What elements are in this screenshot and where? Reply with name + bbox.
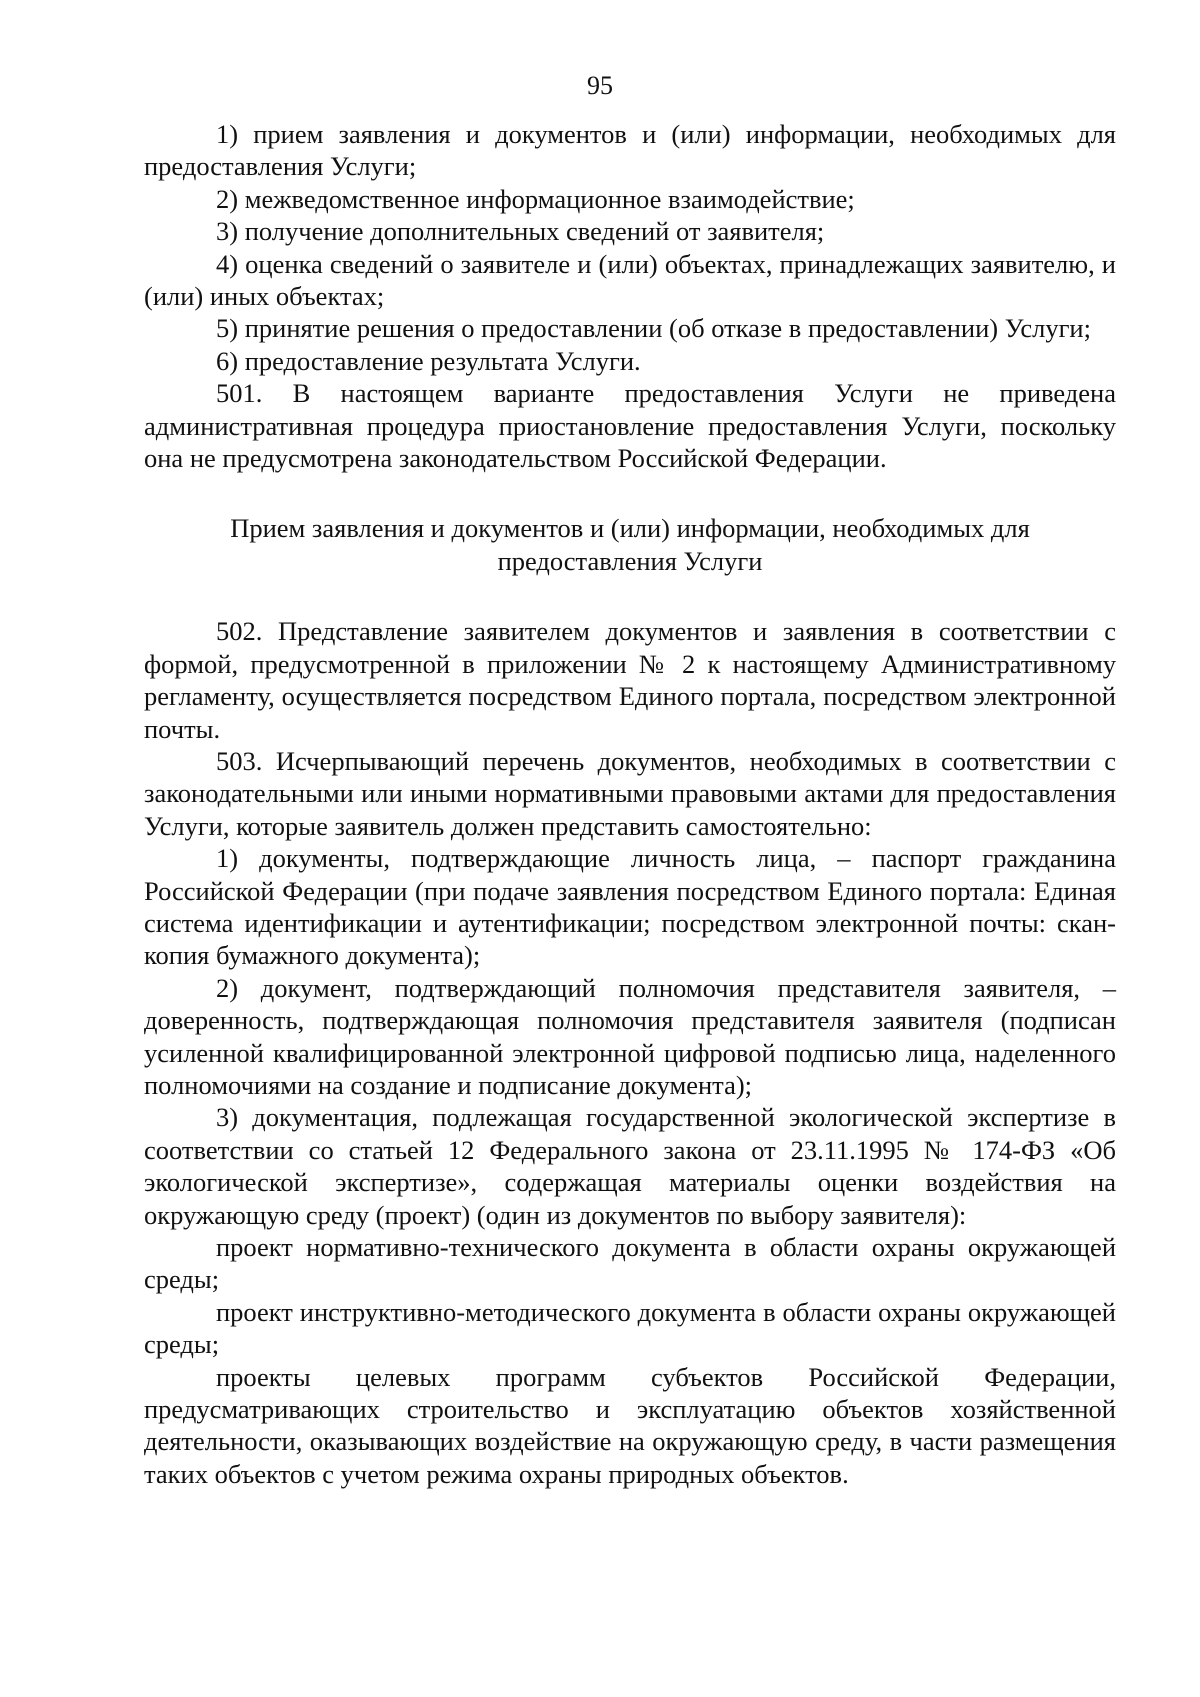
- paragraph-501: 501. В настоящем варианте предоставления Услуги не приведена административная процедура приостановление предоставления Услуги, поскольку она не предусмотрена законодательством Российской Федерации.: [144, 378, 1116, 474]
- list-item: 6) предоставление результата Услуги.: [216, 345, 641, 376]
- paragraph-503: 503. Исчерпывающий перечень документов, необходимых в соответствии с законодательными или иными нормативными правовыми актами для предоставления Услуги, которые заявитель должен представить самостоятельно:: [144, 745, 1116, 841]
- list-item: 4) оценка сведений о заявителе и (или) объектах, принадлежащих заявителю, и (или) иных объектах;: [144, 248, 1116, 312]
- paragraph-502: 502. Представление заявителем документов и заявления в соответствии с формой, предусмотренной в приложении № 2 к настоящему Административному регламенту, осуществляется посредством Единого портала, посредством электронной почты.: [144, 616, 1116, 744]
- page-number: 95: [587, 71, 613, 100]
- list-item: 2) документ, подтверждающий полномочия представителя заявителя, – доверенность, подтверждающая полномочия представителя заявителя (подписан усиленной квалифицированной электронной цифровой подписью лица, наделенного полномочиями на создание и подписание документа);: [144, 972, 1116, 1100]
- list-item: 1) прием заявления и документов и (или) информации, необходимых для предоставления Услуги;: [144, 119, 1116, 182]
- sub-item: проекты целевых программ субъектов Российской Федерации, предусматривающих строительство и эксплуатацию объектов хозяйственной деятельности, оказывающих воздействие на окружающую среду, в части размещения таких объектов с учетом режима охраны природных объектов.: [144, 1361, 1116, 1489]
- list-item: 3) документация, подлежащая государственной экологической экспертизе в соответствии со статьей 12 Федерального закона от 23.11.1995 № 174-ФЗ «Об экологической экспертизе», содержащая материалы оценки воздействия на окружающую среду (проект) (один из документов по выбору заявителя):: [144, 1102, 1116, 1230]
- sub-item: проект нормативно-технического документа в области охраны окружающей среды;: [144, 1232, 1116, 1295]
- list-item: 2) межведомственное информационное взаимодействие;: [216, 183, 855, 214]
- document-body: [144, 118, 1116, 1490]
- list-item: 5) принятие решения о предоставлении (об отказе в предоставлении) Услуги;: [216, 313, 1091, 344]
- sub-item: проект инструктивно-методического документа в области охраны окружающей среды;: [144, 1296, 1116, 1360]
- list-item: 1) документы, подтверждающие личность лица, – паспорт гражданина Российской Федерации (при подаче заявления посредством Единого портала: Единая система идентификации и аутентификации; посредством электронной почты: скан-копия бумажного документа);: [144, 843, 1116, 971]
- list-item: 3) получение дополнительных сведений от заявителя;: [216, 216, 825, 247]
- section-heading: Прием заявления и документов и (или) информации, необходимых для предоставления Услуги: [230, 513, 1030, 576]
